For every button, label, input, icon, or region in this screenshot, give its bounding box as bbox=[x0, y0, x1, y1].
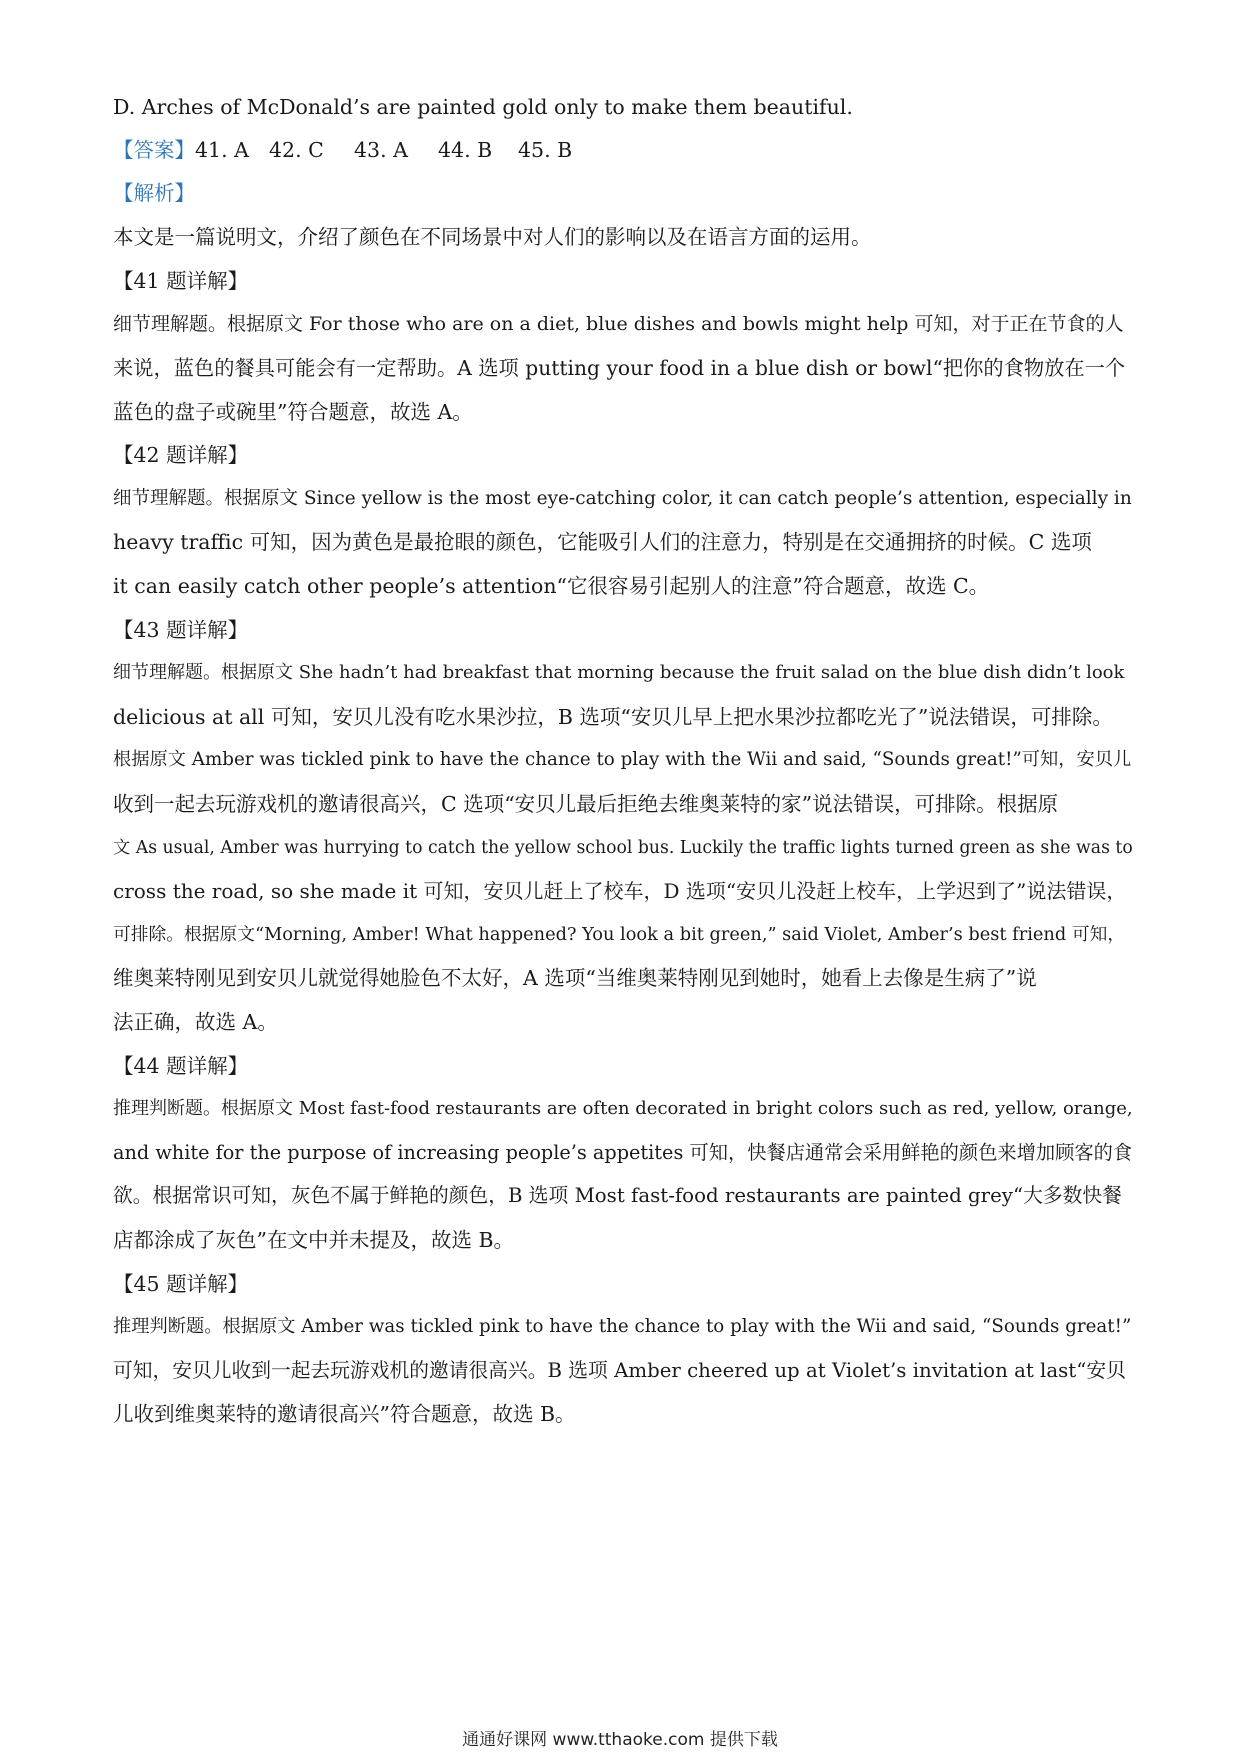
answer-row bbox=[113, 135, 1133, 165]
q44-line: 欲。根据常识可知，灰色不属于鲜艳的颜色，B 选项 Most fast-food restaurants are painted grey“大多数快餐 bbox=[113, 1184, 1122, 1207]
q43-line: 可排除。根据原文“Morning, Amber! What happened? You look a bit green,” said Violet, Amber’s best friend 可知， bbox=[113, 925, 1126, 945]
q41-line: 蓝色的盘子或碗里”符合题意，故选 A。 bbox=[113, 400, 473, 424]
q44-title: 【44 题详解】 bbox=[113, 1054, 249, 1078]
summary: 本文是一篇说明文，介绍了颜色在不同场景中对人们的影响以及在语言方面的运用。 bbox=[113, 225, 872, 249]
q45-line: 儿收到维奥莱特的邀请很高兴”符合题意，故选 B。 bbox=[113, 1402, 576, 1426]
answer-item: 44. B bbox=[438, 138, 493, 162]
q44-line: and white for the purpose of increasing people’s appetites 可知，快餐店通常会采用鲜艳的颜色来增加顾客的食 bbox=[113, 1141, 1133, 1164]
q43-title: 【43 题详解】 bbox=[113, 618, 249, 642]
q43-line: 根据原文 Amber was tickled pink to have the chance to play with the Wii and said, “Sounds great!”可知，安贝儿 bbox=[113, 749, 1132, 770]
q45-title: 【45 题详解】 bbox=[113, 1272, 249, 1296]
q43-line: 收到一起去玩游戏机的邀请很高兴，C 选项“安贝儿最后拒绝去维奥莱特的家”说法错误，可排除。根据原 bbox=[113, 792, 1059, 816]
answer-tag: 【答案】 bbox=[113, 138, 195, 162]
page-footer: 通通好课网 www.tthaoke.com 提供下载 bbox=[462, 1730, 778, 1750]
answer-item: 42. C bbox=[269, 138, 324, 162]
q45-line: 可知，安贝儿收到一起去玩游戏机的邀请很高兴。B 选项 Amber cheered up at Violet’s invitation at last“安贝 bbox=[113, 1359, 1126, 1382]
q42-line: it can easily catch other people’s attention“它很容易引起别人的注意”符合题意，故选 C。 bbox=[113, 574, 990, 598]
analysis-tag: 【解析】 bbox=[113, 181, 195, 205]
q43-line: 维奥莱特刚见到安贝儿就觉得她脸色不太好，A 选项“当维奥莱特刚见到她时，她看上去像是生病了”说 bbox=[113, 966, 1037, 990]
q43-line: cross the road, so she made it 可知，安贝儿赶上了校车，D 选项“安贝儿没赶上校车，上学迟到了”说法错误， bbox=[113, 879, 1127, 903]
q41-line: 来说，蓝色的餐具可能会有一定帮助。A 选项 putting your food in a blue dish or bowl“把你的食物放在一个 bbox=[113, 356, 1126, 380]
q42-line: 细节理解题。根据原文 Since yellow is the most eye-catching color, it can catch people’s attention, especially in bbox=[113, 488, 1132, 509]
q41-line: 细节理解题。根据原文 For those who are on a diet, blue dishes and bowls might help 可知，对于正在节食的人 bbox=[113, 313, 1124, 335]
q43-line: 法正确，故选 A。 bbox=[113, 1010, 278, 1034]
q44-line: 店都涂成了灰色”在文中并未提及，故选 B。 bbox=[113, 1228, 515, 1252]
q43-line: 细节理解题。根据原文 She hadn’t had breakfast that morning because the fruit salad on the blue dish didn’t look bbox=[113, 662, 1125, 683]
option-d: D. Arches of McDonald’s are painted gold only to make them beautiful. bbox=[113, 95, 853, 119]
q42-line: heavy traffic 可知，因为黄色是最抢眼的颜色，它能吸引人们的注意力，特别是在交通拥挤的时候。C 选项 bbox=[113, 530, 1092, 554]
q42-title: 【42 题详解】 bbox=[113, 443, 249, 467]
answer-item: 45. B bbox=[518, 138, 573, 162]
answer-item: 43. A bbox=[354, 138, 408, 162]
q44-line: 推理判断题。根据原文 Most fast-food restaurants are often decorated in bright colors such as red, yellow, orange, bbox=[113, 1098, 1133, 1119]
q45-line: 推理判断题。根据原文 Amber was tickled pink to have the chance to play with the Wii and said, “Sounds great!” bbox=[113, 1316, 1132, 1337]
q43-line: delicious at all 可知，安贝儿没有吃水果沙拉，B 选项“安贝儿早上把水果沙拉都吃光了”说法错误，可排除。 bbox=[113, 705, 1113, 729]
answer-item: 41. A bbox=[195, 138, 249, 162]
q43-line: 文 As usual, Amber was hurrying to catch the yellow school bus. Luckily the traffic lights turned green as she was to bbox=[113, 838, 1133, 858]
q41-title: 【41 题详解】 bbox=[113, 269, 249, 293]
